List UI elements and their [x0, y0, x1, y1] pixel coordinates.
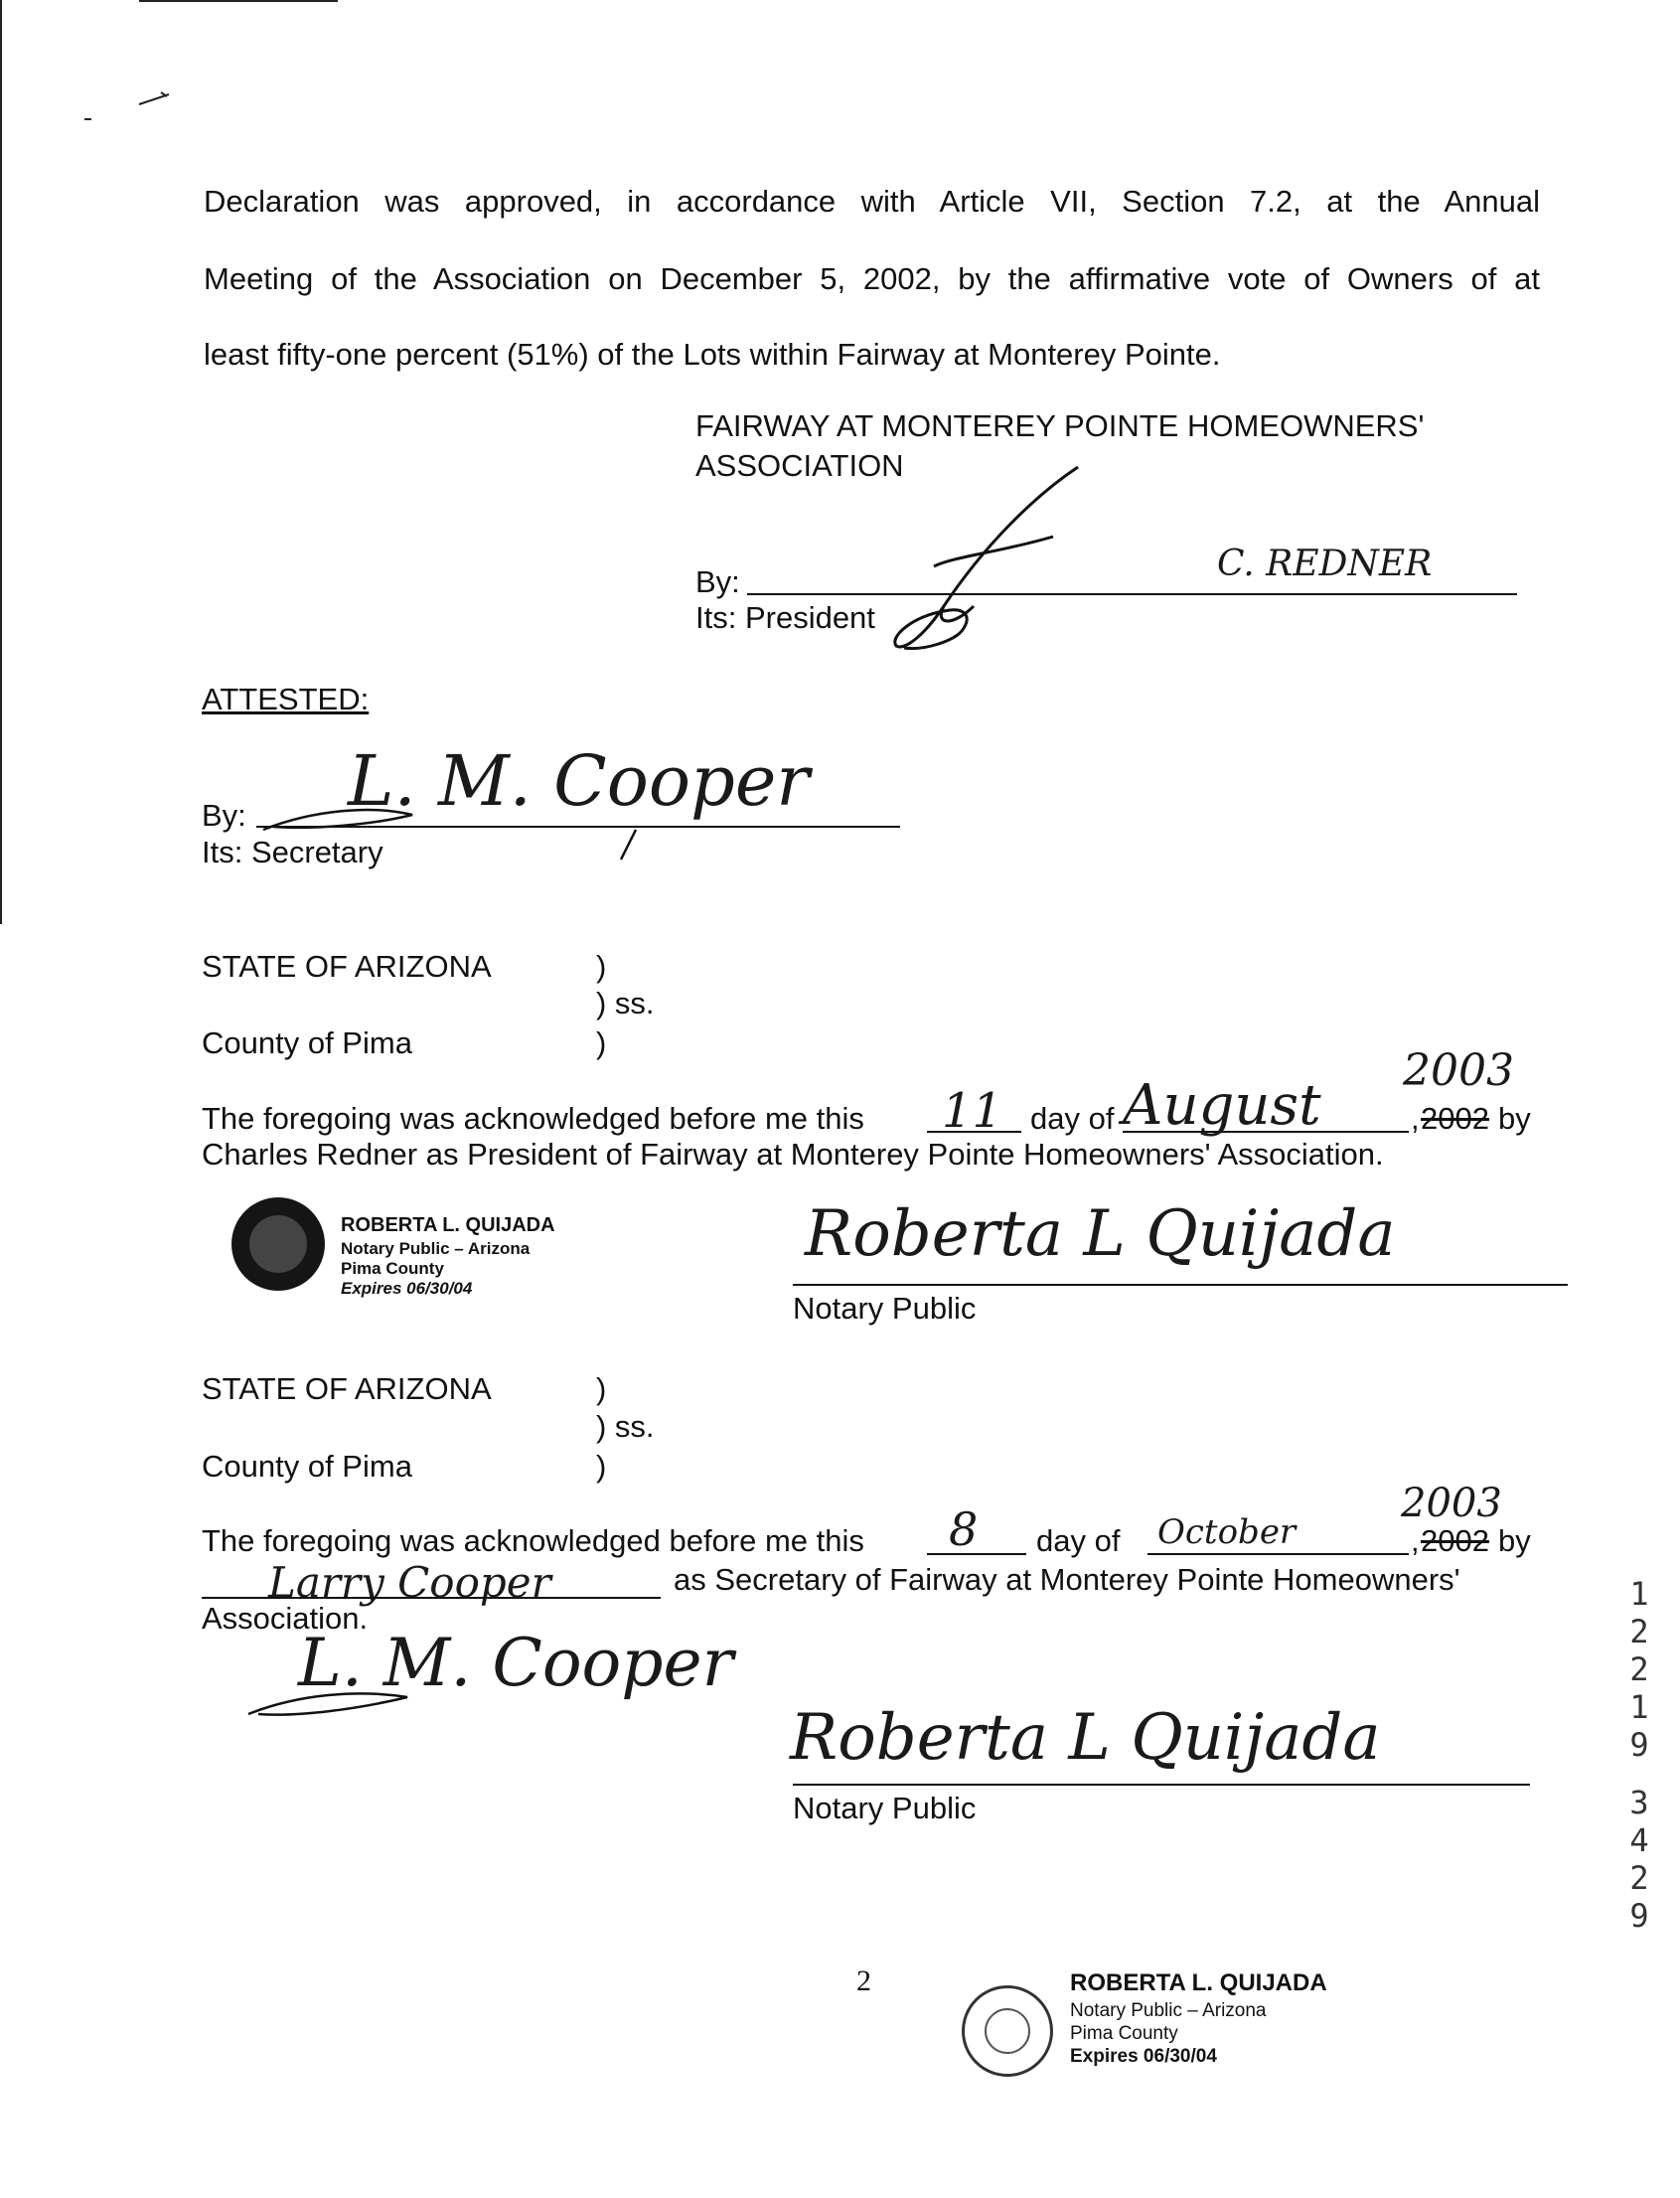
- notary2-signature-line: [793, 1784, 1530, 1786]
- president-printed-name: C. REDNER: [1217, 544, 1433, 584]
- footer-stamp-line-4: Expires 06/30/04: [1070, 2046, 1217, 2067]
- notary1-paren-3: ): [596, 1025, 607, 1060]
- notary2-month-line: [1147, 1553, 1409, 1555]
- notary1-state: STATE OF ARIZONA: [202, 949, 492, 984]
- notary2-label: Notary Public: [793, 1791, 977, 1825]
- notary1-seal: [231, 1197, 325, 1291]
- declaration-line-1: Declaration was approved, in accordance with Article VII, Section 7.2, at the Annual: [204, 184, 1540, 219]
- recording-digit: 1: [1629, 1688, 1649, 1726]
- notary1-by: by: [1498, 1101, 1531, 1136]
- notary2-day-of: day of: [1036, 1523, 1121, 1558]
- notary2-paren-1: ): [596, 1371, 607, 1406]
- association-name-line-2: ASSOCIATION: [695, 448, 904, 483]
- recording-digit: 2: [1629, 1859, 1649, 1897]
- scan-artifact-mark: [79, 84, 179, 134]
- notary2-year-hand: 2003: [1401, 1481, 1502, 1526]
- notary1-paren-1: ): [596, 949, 607, 984]
- notary1-year-hand: 2003: [1403, 1045, 1514, 1096]
- recording-digit: 2: [1629, 1613, 1649, 1650]
- notary1-stamp-line-4: Expires 06/30/04: [341, 1279, 473, 1298]
- notary1-month: August: [1123, 1073, 1321, 1138]
- association-name-line-1: FAIRWAY AT MONTEREY POINTE HOMEOWNERS': [695, 408, 1425, 443]
- notary2-year-struck: 2002: [1421, 1523, 1489, 1558]
- president-by-label: By:: [695, 564, 740, 599]
- notary1-day-of: day of: [1030, 1101, 1115, 1136]
- footer-stamp-line-2: Notary Public – Arizona: [1070, 2000, 1267, 2021]
- notary2-ack-prefix: The foregoing was acknowledged before me this: [202, 1523, 864, 1558]
- notary1-stamp-line-3: Pima County: [341, 1259, 444, 1278]
- notary1-day: 11: [942, 1083, 1003, 1139]
- notary2-month: October: [1157, 1512, 1297, 1552]
- declaration-line-3: least fifty-one percent (51%) of the Lots within Fairway at Monterey Pointe.: [204, 337, 1221, 372]
- secretary-its-label: Its: Secretary: [202, 835, 383, 869]
- notary2-paren-3: ): [596, 1449, 607, 1484]
- notary1-signature: Roberta L Quijada: [805, 1197, 1396, 1271]
- notary2-day: 8: [949, 1502, 979, 1556]
- recording-digit: 9: [1629, 1726, 1649, 1764]
- notary2-comma: ,: [1411, 1523, 1420, 1558]
- secretary-signature: L. M. Cooper: [348, 740, 810, 822]
- footer-stamp-line-3: Pima County: [1070, 2023, 1178, 2044]
- notary1-ack-prefix: The foregoing was acknowledged before me this: [202, 1101, 864, 1136]
- notary2-signature: Roberta L Quijada: [790, 1701, 1381, 1775]
- notary2-name-line: [202, 1597, 661, 1599]
- notary1-signature-line: [793, 1284, 1568, 1286]
- secretary-signature-flourish: [253, 735, 671, 864]
- notary2-cooper-signature: L. M. Cooper: [298, 1625, 734, 1701]
- notary1-ss: ) ss.: [596, 986, 655, 1020]
- recording-digit: 4: [1629, 1821, 1649, 1859]
- page-number: 2: [856, 1964, 871, 1997]
- notary1-county: County of Pima: [202, 1025, 412, 1060]
- recording-digit: 2: [1629, 1650, 1649, 1688]
- attested-heading: ATTESTED:: [202, 682, 370, 716]
- notary1-comma: ,: [1411, 1101, 1420, 1136]
- recording-digit: 9: [1629, 1897, 1649, 1935]
- scan-artifact-top: [139, 0, 338, 2]
- notary2-name: Larry Cooper: [268, 1558, 551, 1607]
- footer-stamp-name: ROBERTA L. QUIJADA: [1070, 1969, 1327, 1996]
- notary2-by: by: [1498, 1523, 1531, 1558]
- notary2-ss: ) ss.: [596, 1409, 655, 1444]
- notary2-cooper-flourish: [238, 1669, 437, 1729]
- president-signature-line: [747, 593, 1517, 595]
- notary1-stamp-line-2: Notary Public – Arizona: [341, 1239, 531, 1258]
- president-signature: [884, 457, 1103, 656]
- recording-digit: 3: [1629, 1784, 1649, 1821]
- recording-digit: 1: [1629, 1575, 1649, 1613]
- notary2-state: STATE OF ARIZONA: [202, 1371, 492, 1406]
- footer-notary-seal: [962, 1985, 1053, 2077]
- notary2-ack-line-3: Association.: [202, 1601, 369, 1636]
- notary1-label: Notary Public: [793, 1291, 977, 1326]
- secretary-by-label: By:: [202, 798, 246, 833]
- scan-artifact-left-edge: [0, 0, 2, 924]
- notary1-year-struck: 2002: [1421, 1101, 1489, 1136]
- notary1-stamp-name: ROBERTA L. QUIJADA: [341, 1214, 555, 1236]
- notary1-ack-line-2: Charles Redner as President of Fairway at Monterey Pointe Homeowners' Association.: [202, 1137, 1384, 1172]
- notary2-ack-line-2: as Secretary of Fairway at Monterey Pointe Homeowners': [674, 1562, 1460, 1597]
- notary2-county: County of Pima: [202, 1449, 412, 1484]
- president-its-label: Its: President: [695, 600, 875, 635]
- declaration-line-2: Meeting of the Association on December 5, 2002, by the affirmative vote of Owners of at: [204, 261, 1540, 296]
